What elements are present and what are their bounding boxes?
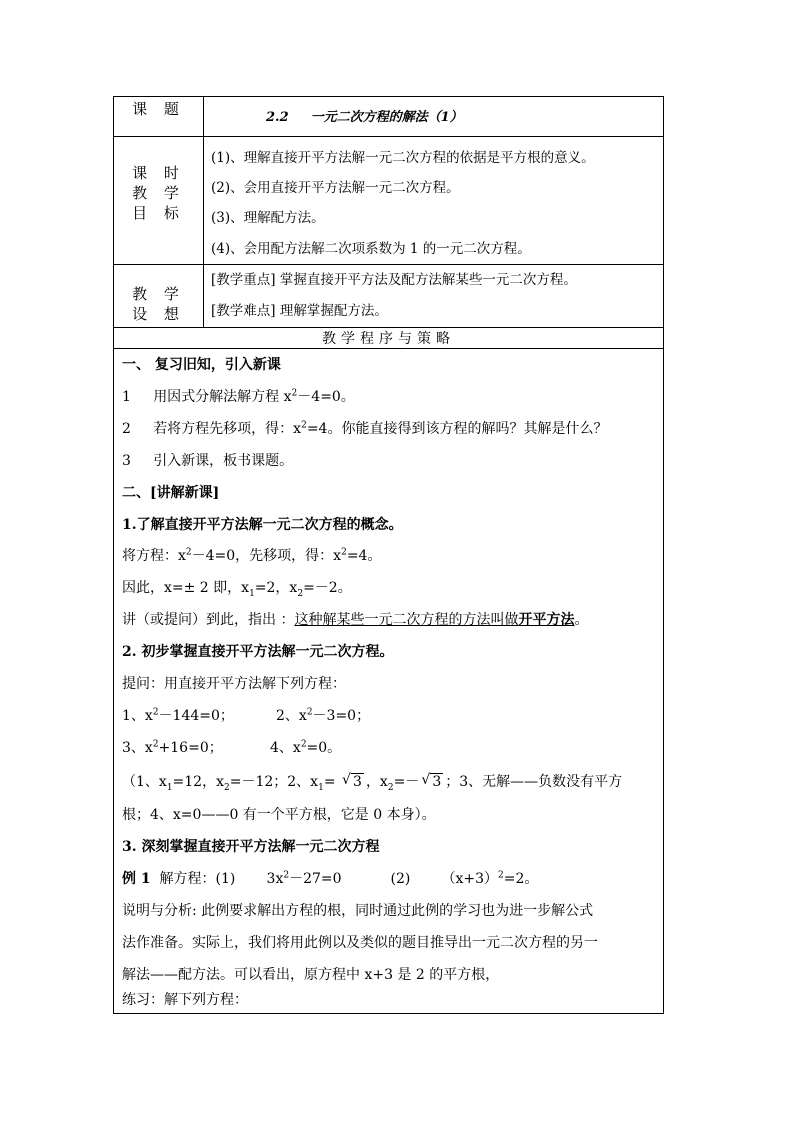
text: 将方程：x <box>122 548 186 564</box>
text: =4。 <box>346 548 382 564</box>
superscript: 2 <box>152 739 159 750</box>
part3-title: 3. 深刻掌握直接开平方法解一元二次方程 <box>122 839 380 855</box>
superscript: 2 <box>185 547 192 558</box>
text: =－12；2、x <box>229 774 319 790</box>
lesson-plan-table <box>113 96 664 1014</box>
review-text: －4=0。 <box>297 389 355 405</box>
design-label <box>114 284 203 324</box>
superscript: 2 <box>152 707 159 718</box>
analysis-line: 解法——配方法。可以看出，原方程中 x+3 是 2 的平方根， <box>122 967 500 983</box>
text: = <box>323 774 341 790</box>
part1-line <box>122 546 381 566</box>
review-number: 3 <box>122 453 131 469</box>
objectives-label-line: 课 时 <box>132 164 185 182</box>
superscript: 2 <box>283 870 290 881</box>
text: +16=0； <box>158 740 223 756</box>
subscript: 2 <box>224 782 230 793</box>
text: 2、x <box>276 708 307 724</box>
objective-item: (2)、会用直接开平方法解一元二次方程。 <box>211 180 460 196</box>
objectives-label <box>114 163 203 223</box>
review-number: 2 <box>122 421 131 437</box>
example-line <box>122 869 538 889</box>
objectives-label-line: 目 标 <box>132 204 185 222</box>
sqrt-argument: 3 <box>353 774 362 790</box>
objectives-label-line: 教 学 <box>132 184 185 202</box>
exercise-item <box>122 738 223 758</box>
text: 4、x <box>270 740 301 756</box>
review-text: 若将方程先移项，得：x <box>153 421 302 437</box>
example-label: 例 1 <box>122 871 151 887</box>
text: －4=0，先移项，得：x <box>191 548 342 564</box>
part1-title: 1.了解直接开平方法解一元二次方程的概念。 <box>122 517 403 533</box>
label-column-divider <box>203 97 204 327</box>
part2-prompt: 提问：用直接开平方法解下列方程： <box>122 676 346 692</box>
review-number: 1 <box>122 389 131 405</box>
review-text: 引入新课，板书课题。 <box>153 453 294 469</box>
text: （x+3） <box>441 871 499 887</box>
text: （1、x <box>122 774 167 790</box>
text: 讲（或提问）到此，指出 ： <box>122 612 295 628</box>
text: ；3、无解——负数没有平方 <box>445 774 623 790</box>
row-divider <box>114 327 663 328</box>
practice-line: 练习：解下列方程： <box>122 992 248 1008</box>
part1-line <box>122 610 588 630</box>
text: =－ <box>393 774 420 790</box>
text: －3=0； <box>312 708 371 724</box>
sqrt-symbol: √ 3 <box>342 772 362 790</box>
key-term: 开平方法 <box>518 612 575 628</box>
subscript: 2 <box>297 588 304 599</box>
text: =0。 <box>306 740 342 756</box>
text: 1、x <box>122 708 153 724</box>
topic-title-text: 一元二次方程的解法（1） <box>310 110 463 125</box>
text: －27=0 <box>289 871 342 887</box>
exercise-item <box>276 706 370 726</box>
row-divider <box>114 264 663 265</box>
section2-title: 二、[讲解新课] <box>122 485 220 501</box>
objective-item: (4)、会用配方法解二次项系数为 1 的一元二次方程。 <box>211 241 531 257</box>
superscript: 2 <box>291 388 298 399</box>
subscript: 1 <box>318 782 324 793</box>
text: (2) <box>390 871 411 887</box>
exercise-item <box>122 706 234 726</box>
program-heading: 教学程序与策略 <box>322 331 455 347</box>
review-item <box>122 451 293 471</box>
exercise-item <box>270 738 341 758</box>
key-point: [教学重点] 掌握直接开平方法及配方法解某些一元二次方程。 <box>211 272 577 288</box>
design-label-line: 教 学 <box>132 285 185 303</box>
text: 3x <box>266 871 284 887</box>
review-item <box>122 419 607 439</box>
text: =2。 <box>503 871 539 887</box>
section1-title: 一、 复习旧知，引入新课 <box>122 357 281 373</box>
sqrt-symbol: √ 3 <box>421 772 442 790</box>
superscript: 2 <box>306 707 313 718</box>
topic-number: 2.2 <box>266 110 289 125</box>
analysis-line: 说明与分析: 此例要求解出方程的根，同时通过此例的学习也为进一步解公式 <box>122 903 594 919</box>
text: ，x <box>365 774 388 790</box>
topic-title <box>266 106 463 125</box>
row-divider <box>114 136 663 137</box>
underlined-text: 这种解某些一元二次方程的方法叫做 <box>294 612 519 628</box>
text: =－2。 <box>303 580 352 596</box>
superscript: 2 <box>300 739 307 750</box>
text: 。 <box>574 612 589 628</box>
superscript: 2 <box>498 870 504 881</box>
answers-line: 根；4、x=0——0 有一个平方根，它是 0 本身）。 <box>122 807 436 823</box>
sqrt-argument: 3 <box>432 774 442 790</box>
superscript: 2 <box>341 547 347 558</box>
text: =2，x <box>254 580 298 596</box>
objective-item: (1)、理解直接开平方法解一元二次方程的依据是平方根的意义。 <box>211 150 595 166</box>
objective-item: (3)、理解配方法。 <box>211 210 325 226</box>
review-text: 用因式分解法解方程 x <box>153 389 292 405</box>
answers-line <box>122 772 622 792</box>
part2-title: 2. 初步掌握直接开平方法解一元二次方程。 <box>122 644 394 660</box>
text: 因此，x=± 2 即，x <box>122 580 250 596</box>
text: －144=0； <box>158 708 234 724</box>
superscript: 2 <box>301 420 307 431</box>
review-item <box>122 387 355 407</box>
topic-label: 课 题 <box>132 100 185 118</box>
design-label-line: 设 想 <box>132 305 185 323</box>
text: 3、x <box>122 740 153 756</box>
difficult-point: [教学难点] 理解掌握配方法。 <box>211 303 388 319</box>
subscript: 2 <box>387 782 394 793</box>
text: =12，x <box>172 774 224 790</box>
analysis-line: 法作准备。实际上，我们将用此例以及类似的题目推导出一元二次方程的另一 <box>122 935 598 951</box>
part1-line <box>122 578 352 598</box>
review-text: =4。你能直接得到该方程的解吗？其解是什么？ <box>306 421 608 437</box>
subscript: 1 <box>249 588 255 599</box>
subscript: 1 <box>166 782 173 793</box>
text: 解方程：(1) <box>159 871 236 887</box>
